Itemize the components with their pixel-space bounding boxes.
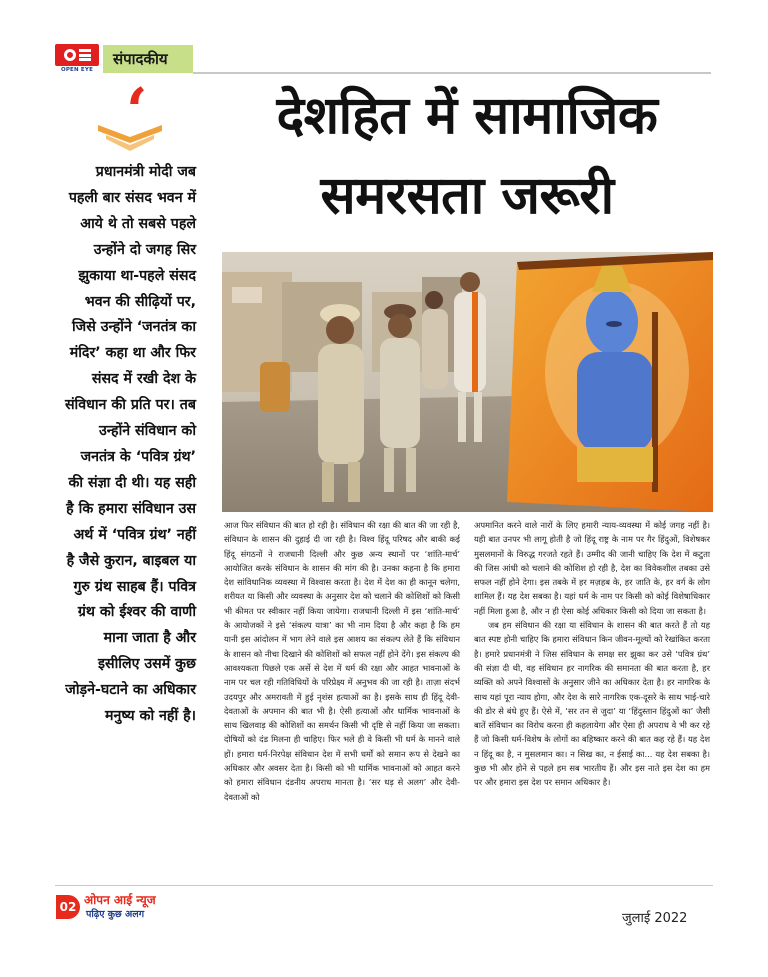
logo-mark [55,44,99,66]
article-paragraph: जब हम संविधान की रक्षा या संविधान के शासन की बात करते हैं तो यह बात स्पष्ट होनी चाहिए कि हमारा संविधान किन जीवन-मूल्यों को रेखांकित करता है। हमारे प्रधानमंत्री ने जिस संविधान के समक्ष सर झुका कर उसे ‘पवित्र ग्रंथ’ की संज्ञा दी थी, वह संविधान हर नागरिक की समानता की बात करता है, हर व्यक्ति को अपने विश्वासों के अनुसार जीने का अधिकार देता है। हर नागरिक के साथ यहां पूरा न्याय होगा, और देश के सारे नागरिक एक-दूसरे के साथ भाई-चारे की डोर से बंधे हुए हैं। ऐसे में, ‘सर तन से जुदा’ या ‘हिंदुस्तान हिंदुओं का’ जैसी बातें संविधान का विरोध करना ही कहलायेगा और ऐसा ही अपराध वे भी कर रहे हैं जो किसी धर्म-विशेष के लोगों का बहिष्कार करने की बात कह रहे हैं। यह देश न हिंदू का है, न मुसलमान का। न सिख का, न ईसाई का... यह देश सबका है। कुछ भी और होने से पहले हम सब भारतीय हैं। और इस नाते इस देश का हम पर और हमारा इस देश पर समान अधिकार है। [474,620,710,788]
footer-tagline: पढ़िए कुछ अलग [86,909,145,920]
header-divider [193,72,711,74]
headline-line-2: समरसता जरूरी [320,166,614,226]
section-tag: संपादकीय [103,45,193,73]
article-paragraph: आज फिर संविधान की बात हो रही है। संविधान की रक्षा की बात की जा रही है, संविधान के शासन की दुहाई दी जा रही है। विश्व हिंदू परिषद और बाकी कई हिंदू संगठनों ने राजधानी दिल्ली और कुछ अन्य स्थानों पर ‘शांति-मार्च’ आयोजित करके संविधान के शासन की मांग की है। उनका कहना है कि हमारा देश सांविधानिक व्यवस्था में विश्वास करता है। देश में देश का ही कानून चलेगा, शरीयत या किसी और व्यवस्था के अनुसार देश को चलाने की कोशिशों को किसी भी कीमत पर स्वीकार नहीं किया जायेगा। राजधानी दिल्ली में इस ‘शांति-मार्च’ के आयोजकों ने इसे ‘संकल्प यात्रा’ का भी नाम दिया है और कहा है कि हम यानी इस आंदोलन में भाग लेने वाले इस आशय का संकल्प लेते हैं कि संविधान के शासन को नीचा दिखाने की कोशिशों को सफल नहीं होने देंगे। इस संकल्प की आवश्यकता पिछले एक अर्से से देश में धर्म की रक्षा और आहत भावनाओं के नाम पर चल रही गतिविधियों के परिप्रेक्ष्य में अनुभव की जा रही है। ताज़ा संदर्भ उदयपुर और अमरावती में हुई नृशंस हत्याओं का है। इसके साथ ही हिंदू देवी-देवताओं के अपमान की बात भी है। ऐसी हत्याओं और धार्मिक भावनाओं के साथ खिलवाड़ की कोशिशों का समर्थन किसी भी दृष्टि से नहीं किया जा सकता। दोषियों को दंड मिलना ही चाहिए। फिर भले ही वे किसी भी धर्म के मानने वाले हों। हमारा धर्म-निरपेक्ष संविधान देश में सभी धर्मों को समान रूप से देखने का अधिकार और अवसर देता है। किसी को भी धार्मिक भावनाओं को आहत करने को हमारा संविधान दंडनीय अपराध मानता है। ‘सर धड़ से अलग’ और देवी-देवताओं को [224,520,460,802]
chevron-down-icon [98,125,162,153]
article-column-1 [224,518,460,804]
page-number: 02 [56,895,80,919]
pull-quote: प्रधानमंत्री मोदी जब पहली बार संसद भवन में आये थे तो सबसे पहले उन्होंने दो जगह सिर झुकाया था-पहले संसद भवन की सीढ़ियों पर, जिसे उन्होंने ‘जनतंत्र का मंदिर’ कहा था और फिर संसद में रखी देश के संविधान की प्रति पर। तब उन्होंने संविधान को जनतंत्र के ‘पवित्र ग्रंथ’ की संज्ञा दी थी। यह सही है कि हमारा संविधान उस अर्थ में ‘पवित्र ग्रंथ’ नहीं है जैसे कुरान, बाइबल या गुरु ग्रंथ साहब हैं। पवित्र ग्रंथ को ईश्वर की वाणी माना जाता है और इसीलिए उसमें कुछ जोड़ने-घटाने का अधिकार मनुष्य को नहीं है। [64,164,196,725]
open-eye-logo [55,44,99,74]
headline [214,76,720,236]
logo-text: OPEN EYE [60,67,94,73]
banner-artwork [507,252,713,512]
quote-mark-icon: ‘ [126,74,148,147]
article-paragraph: अपमानित करने वाले नारों के लिए हमारी न्याय-व्यवस्था में कोई जगह नहीं है। यही बात उनपर भी लागू होती है जो हिंदू राष्ट्र के नाम पर गैर हिंदुओं, विशेषकर मुसलमानों के विरुद्ध गरजते रहते हैं। उम्मीद की जानी चाहिए कि देश में कटुता की जिस आंधी को चलाने की कोशिश हो रही है, देश का विवेकशील तबका उसे सफल नहीं होने देगा। इस तबके में हर मज़हब के, हर जाति के, हर वर्ग के लोग शामिल हैं। यह देश सबका है। यहां धर्म के नाम पर किसी को कोई विशेषाधिकार नहीं मिला हुआ है, और न ही ऐसा कोई अधिकार किसी को दिया जा सकता है। [474,520,710,616]
headline-line-1: देशहित में सामाजिक [276,86,658,146]
logo-bars-icon [79,49,91,61]
logo-circle-icon [64,49,76,61]
article-column-2 [474,518,710,790]
footer-divider [55,885,713,886]
issue-date: जुलाई 2022 [622,911,688,926]
footer-brand: ओपन आई न्यूज [84,893,156,907]
article-photo [222,252,713,512]
